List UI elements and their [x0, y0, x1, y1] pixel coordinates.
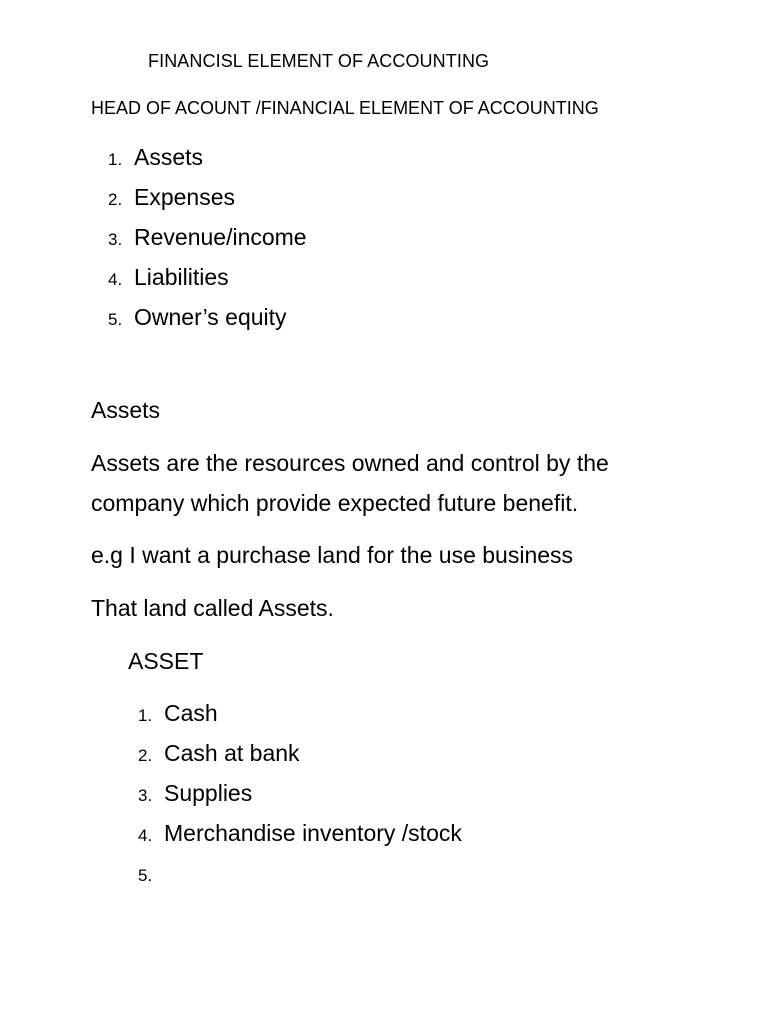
list-item-text: Cash [164, 700, 218, 726]
list-item-text: Owner’s equity [134, 304, 287, 330]
list-item-text: Revenue/income [134, 224, 307, 250]
list-item [138, 813, 462, 853]
document-subtitle: HEAD OF ACOUNT /FINANCIAL ELEMENT OF ACCOUNTING [91, 98, 599, 118]
list-item [108, 297, 307, 337]
definition-line: company which provide expected future benefit. [91, 490, 579, 516]
list-item-text: Merchandise inventory /stock [164, 820, 462, 846]
list-item [108, 257, 307, 297]
definition-line: Assets are the resources owned and control by the [91, 450, 609, 476]
asset-list [138, 693, 462, 893]
list-item-number: 3. [108, 230, 123, 249]
list-item-text: Liabilities [134, 264, 229, 290]
asset-heading: ASSET [128, 648, 204, 674]
section-heading: Assets [91, 397, 161, 423]
list-item-text: Cash at bank [164, 740, 300, 766]
list-item-number: 2. [138, 746, 153, 765]
list-item-number: 5. [138, 866, 153, 885]
list-item-text: Assets [134, 144, 204, 170]
list-item-number: 4. [138, 826, 153, 845]
list-item-number: 3. [138, 786, 153, 805]
heads-of-account-list [108, 137, 307, 337]
list-item [138, 693, 462, 733]
list-item [138, 773, 462, 813]
list-item-number: 1. [108, 150, 123, 169]
list-item-text: Expenses [134, 184, 236, 210]
list-item-number: 4. [108, 270, 123, 289]
list-item-text: Supplies [164, 780, 253, 806]
document-title: FINANCISL ELEMENT OF ACCOUNTING [148, 51, 490, 71]
example-paragraph: e.g I want a purchase land for the use business [91, 542, 574, 568]
list-item-number: 2. [108, 190, 123, 209]
list-item [108, 217, 307, 257]
definition-paragraph [91, 443, 609, 523]
list-item [108, 177, 307, 217]
conclusion-paragraph: That land called Assets. [91, 595, 334, 621]
list-item-number: 1. [138, 706, 153, 725]
list-item [108, 137, 307, 177]
list-item [138, 733, 462, 773]
list-item-number: 5. [108, 310, 123, 329]
list-item [138, 853, 462, 893]
